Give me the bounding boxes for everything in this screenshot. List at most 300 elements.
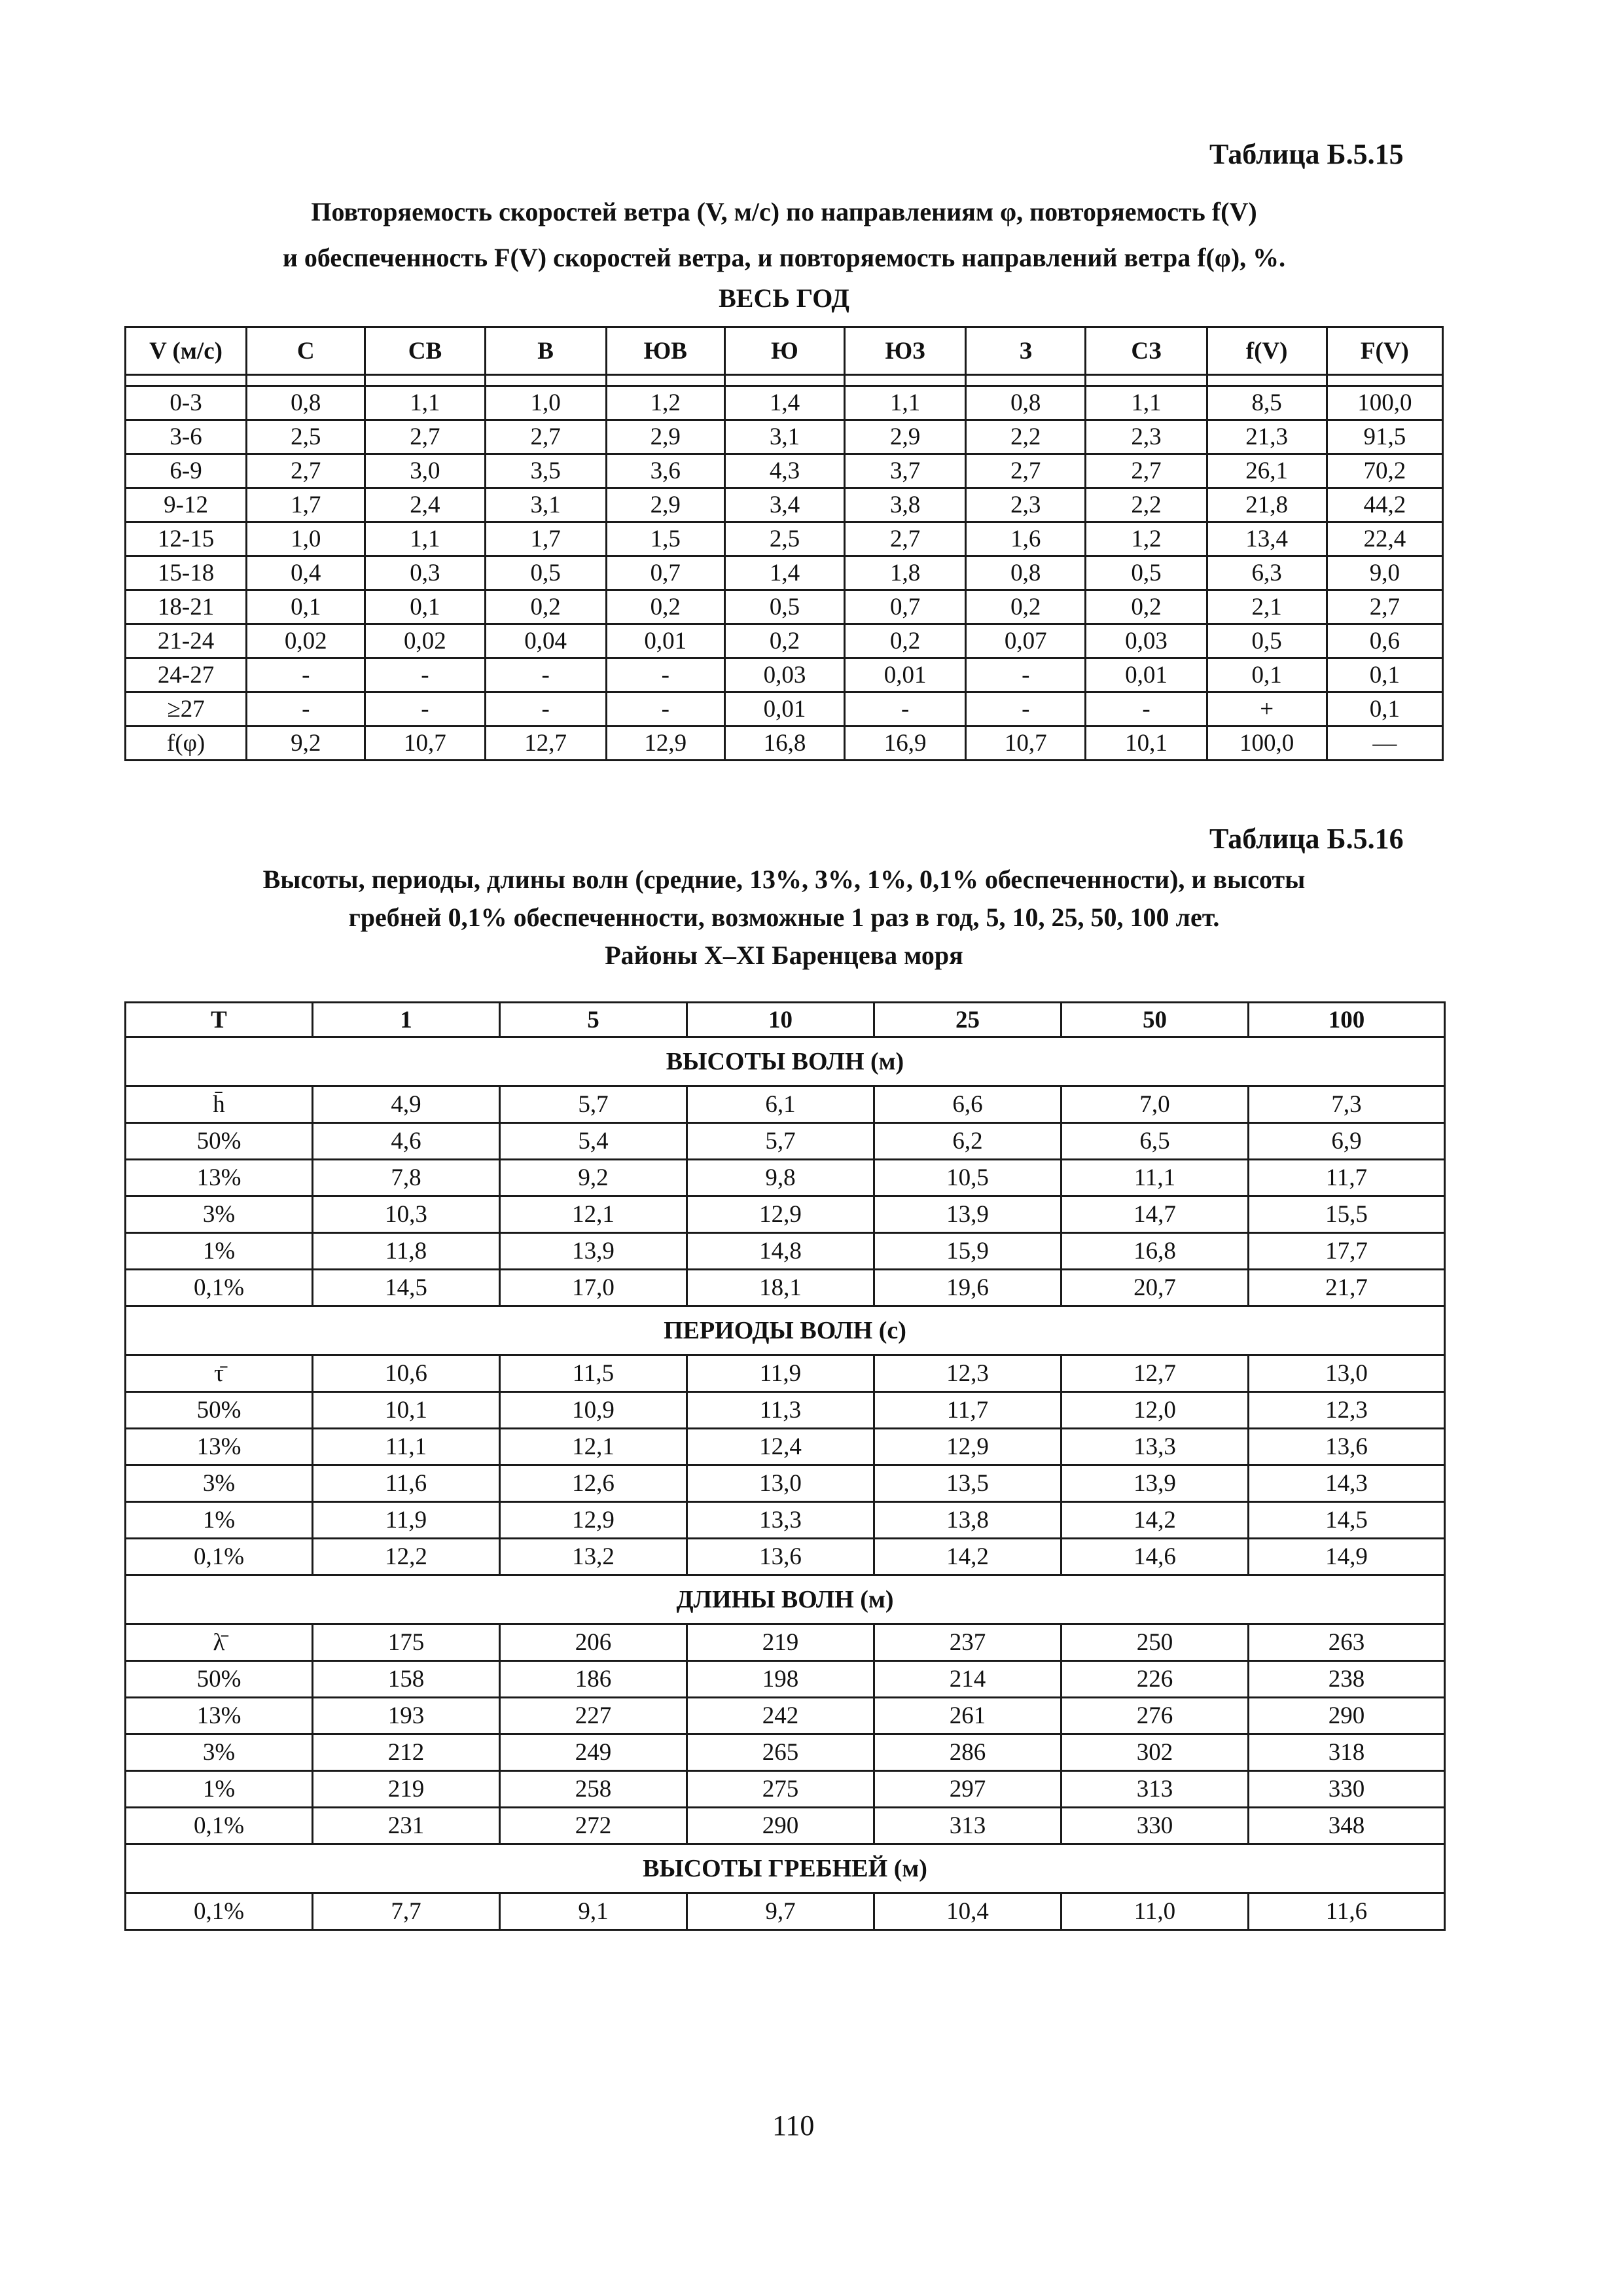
table-cell: 276: [1061, 1698, 1249, 1734]
table-cell: 2,2: [966, 420, 1086, 454]
table-cell: 286: [874, 1734, 1061, 1771]
table-cell: 2,5: [724, 522, 844, 556]
table-cell: 22,4: [1327, 522, 1442, 556]
table-cell: 100,0: [1207, 726, 1327, 761]
table-cell: 9,0: [1327, 556, 1442, 590]
table-row: [126, 1123, 1445, 1160]
table-cell: 5,4: [500, 1123, 687, 1160]
table-cell: 12,7: [485, 726, 606, 761]
row-label-cell: 1%: [126, 1233, 313, 1270]
table-cell: 15,5: [1249, 1196, 1445, 1233]
row-label-cell: f(φ): [126, 726, 247, 761]
table-cell: 1,8: [845, 556, 966, 590]
table-cell: 9,8: [687, 1160, 874, 1196]
table-row: [126, 658, 1443, 692]
table-cell: 8,5: [1207, 386, 1327, 420]
table-cell: 297: [874, 1771, 1061, 1808]
table-cell: -: [606, 692, 724, 726]
section-row: [126, 1575, 1445, 1624]
table-cell: 219: [687, 1624, 874, 1661]
row-label-cell: 24-27: [126, 658, 247, 692]
table-cell: 6,9: [1249, 1123, 1445, 1160]
table1-header-cell: ЮЗ: [845, 327, 966, 375]
table-cell: 313: [1061, 1771, 1249, 1808]
table-cell: 12,0: [1061, 1392, 1249, 1429]
table-cell: 214: [874, 1661, 1061, 1698]
table-cell: 242: [687, 1698, 874, 1734]
table-cell: 193: [313, 1698, 500, 1734]
table-cell: 227: [500, 1698, 687, 1734]
table-cell: 10,1: [1086, 726, 1207, 761]
table-cell: 10,6: [313, 1355, 500, 1392]
section-title: ВЫСОТЫ ГРЕБНЕЙ (м): [126, 1844, 1445, 1893]
table-cell: 0,1: [247, 590, 365, 624]
table-cell: 0,7: [606, 556, 724, 590]
table-row: [126, 1086, 1445, 1123]
table1-gap-cell: [247, 375, 365, 386]
table-cell: 0,6: [1327, 624, 1442, 658]
table-cell: 14,2: [874, 1539, 1061, 1575]
table-cell: 21,3: [1207, 420, 1327, 454]
wind-speed-table: [124, 326, 1444, 761]
table-cell: 11,9: [313, 1502, 500, 1539]
table-cell: 14,6: [1061, 1539, 1249, 1575]
table-cell: 0,1: [365, 590, 485, 624]
table-cell: 13,6: [1249, 1429, 1445, 1465]
table-cell: 9,1: [500, 1893, 687, 1930]
table-cell: 5,7: [687, 1123, 874, 1160]
table-cell: 1,1: [1086, 386, 1207, 420]
table1-gap-cell: [1086, 375, 1207, 386]
table-cell: 10,7: [365, 726, 485, 761]
table2-header-cell: 5: [500, 1003, 687, 1037]
table-cell: 26,1: [1207, 454, 1327, 488]
section-title: ДЛИНЫ ВОЛН (м): [126, 1575, 1445, 1624]
table-cell: 12,9: [606, 726, 724, 761]
table-cell: 1,1: [365, 386, 485, 420]
table-cell: 7,0: [1061, 1086, 1249, 1123]
table-cell: 0,5: [485, 556, 606, 590]
table-row: [126, 1771, 1445, 1808]
section-title: ПЕРИОДЫ ВОЛН (с): [126, 1306, 1445, 1355]
table-cell: 6,2: [874, 1123, 1061, 1160]
table-cell: 2,3: [1086, 420, 1207, 454]
table-cell: 0,1: [1327, 658, 1442, 692]
table-row: [126, 590, 1443, 624]
table-cell: 12,1: [500, 1196, 687, 1233]
table1-header-cell: З: [966, 327, 1086, 375]
table-cell: 0,02: [365, 624, 485, 658]
row-label-cell: 1%: [126, 1502, 313, 1539]
table-cell: 3,4: [724, 488, 844, 522]
section-row: [126, 1306, 1445, 1355]
table-cell: 1,1: [365, 522, 485, 556]
table-cell: 0,03: [1086, 624, 1207, 658]
row-label-cell: 3%: [126, 1465, 313, 1502]
table-row: [126, 624, 1443, 658]
table-cell: 11,6: [313, 1465, 500, 1502]
table1-caption: Таблица Б.5.15: [1209, 138, 1404, 170]
table-row: [126, 1808, 1445, 1844]
table-cell: 226: [1061, 1661, 1249, 1698]
table-cell: 2,7: [1086, 454, 1207, 488]
table-cell: 3,8: [845, 488, 966, 522]
table1-header-cell: СЗ: [1086, 327, 1207, 375]
table-cell: 91,5: [1327, 420, 1442, 454]
row-label-cell: h̄: [126, 1086, 313, 1123]
table-cell: 0,1: [1327, 692, 1442, 726]
table-cell: 12,7: [1061, 1355, 1249, 1392]
table-cell: 14,7: [1061, 1196, 1249, 1233]
row-label-cell: 0-3: [126, 386, 247, 420]
table-cell: 12,1: [500, 1429, 687, 1465]
row-label-cell: 3-6: [126, 420, 247, 454]
table-cell: 158: [313, 1661, 500, 1698]
table-cell: 175: [313, 1624, 500, 1661]
table-cell: 13,4: [1207, 522, 1327, 556]
table-cell: 237: [874, 1624, 1061, 1661]
table1-header-cell: СВ: [365, 327, 485, 375]
table-cell: 3,0: [365, 454, 485, 488]
table-cell: 2,3: [966, 488, 1086, 522]
table-cell: 0,2: [966, 590, 1086, 624]
row-label-cell: 18-21: [126, 590, 247, 624]
table-cell: 302: [1061, 1734, 1249, 1771]
table-cell: 275: [687, 1771, 874, 1808]
table-row: [126, 1734, 1445, 1771]
table-cell: 21,7: [1249, 1270, 1445, 1306]
table-row: [126, 1429, 1445, 1465]
table-cell: 16,8: [724, 726, 844, 761]
row-label-cell: 12-15: [126, 522, 247, 556]
table-cell: 318: [1249, 1734, 1445, 1771]
table2-body: [126, 1037, 1445, 1930]
table-cell: 219: [313, 1771, 500, 1808]
table-cell: 7,3: [1249, 1086, 1445, 1123]
table-cell: 10,1: [313, 1392, 500, 1429]
table-cell: 10,9: [500, 1392, 687, 1429]
table-cell: 0,1: [1207, 658, 1327, 692]
table-cell: 3,7: [845, 454, 966, 488]
table1-header-cell: F(V): [1327, 327, 1442, 375]
table-cell: 1,4: [724, 386, 844, 420]
table1-gap-cell: [1207, 375, 1327, 386]
table-cell: 11,1: [1061, 1160, 1249, 1196]
table-cell: -: [1086, 692, 1207, 726]
table-cell: 12,6: [500, 1465, 687, 1502]
table-cell: -: [365, 692, 485, 726]
table-cell: 11,1: [313, 1429, 500, 1465]
table1-title-line-3: ВЕСЬ ГОД: [719, 283, 849, 313]
table-cell: 12,2: [313, 1539, 500, 1575]
table-row: [126, 1465, 1445, 1502]
table1-header-row: [126, 327, 1443, 375]
table-cell: 12,3: [874, 1355, 1061, 1392]
row-label-cell: 50%: [126, 1123, 313, 1160]
row-label-cell: 0,1%: [126, 1893, 313, 1930]
table-cell: 0,2: [606, 590, 724, 624]
table-cell: 15,9: [874, 1233, 1061, 1270]
table-cell: 0,2: [1086, 590, 1207, 624]
table-cell: —: [1327, 726, 1442, 761]
table1-title-line-2: и обеспеченность F(V) скоростей ветра, и повторяемость направлений ветра f(φ), %.: [282, 243, 1286, 272]
table-cell: 258: [500, 1771, 687, 1808]
table-cell: 2,7: [845, 522, 966, 556]
table-cell: 11,7: [1249, 1160, 1445, 1196]
table-row: [126, 692, 1443, 726]
table-cell: 0,2: [485, 590, 606, 624]
table-cell: 1,2: [606, 386, 724, 420]
table-cell: 17,7: [1249, 1233, 1445, 1270]
table-row: [126, 386, 1443, 420]
row-label-cell: 6-9: [126, 454, 247, 488]
table-cell: 14,5: [1249, 1502, 1445, 1539]
table-cell: 2,9: [845, 420, 966, 454]
table-cell: 4,3: [724, 454, 844, 488]
table-cell: 14,5: [313, 1270, 500, 1306]
table-cell: 0,5: [1207, 624, 1327, 658]
table-cell: 3,1: [724, 420, 844, 454]
table-cell: 0,01: [724, 692, 844, 726]
table-cell: 0,8: [966, 556, 1086, 590]
table-cell: 4,9: [313, 1086, 500, 1123]
table-cell: 11,6: [1249, 1893, 1445, 1930]
table-cell: 290: [1249, 1698, 1445, 1734]
table-cell: 11,9: [687, 1355, 874, 1392]
table-row: [126, 420, 1443, 454]
table-cell: 13,2: [500, 1539, 687, 1575]
row-label-cell: 15-18: [126, 556, 247, 590]
table-cell: 2,9: [606, 420, 724, 454]
table-cell: 2,7: [365, 420, 485, 454]
table2-header-cell: T: [126, 1003, 313, 1037]
table-cell: -: [485, 658, 606, 692]
table-cell: 1,5: [606, 522, 724, 556]
table-cell: 12,9: [687, 1196, 874, 1233]
section-row: [126, 1844, 1445, 1893]
table-row: [126, 1698, 1445, 1734]
table-cell: 263: [1249, 1624, 1445, 1661]
table1-header-cell: f(V): [1207, 327, 1327, 375]
table-cell: 44,2: [1327, 488, 1442, 522]
table-cell: 0,07: [966, 624, 1086, 658]
row-label-cell: 0,1%: [126, 1808, 313, 1844]
table2-header-cell: 1: [313, 1003, 500, 1037]
table-cell: 0,01: [1086, 658, 1207, 692]
table-cell: 0,3: [365, 556, 485, 590]
table-row: [126, 1196, 1445, 1233]
table-cell: 2,4: [365, 488, 485, 522]
table-cell: 330: [1249, 1771, 1445, 1808]
table-cell: 198: [687, 1661, 874, 1698]
table-cell: 0,7: [845, 590, 966, 624]
table-cell: 261: [874, 1698, 1061, 1734]
table1-gap-cell: [485, 375, 606, 386]
table-cell: 6,6: [874, 1086, 1061, 1123]
table-cell: 16,8: [1061, 1233, 1249, 1270]
table-row: [126, 522, 1443, 556]
table-cell: 272: [500, 1808, 687, 1844]
table-cell: 0,4: [247, 556, 365, 590]
table-cell: 100,0: [1327, 386, 1442, 420]
table-cell: 0,8: [966, 386, 1086, 420]
table-cell: 1,7: [485, 522, 606, 556]
table-cell: -: [966, 692, 1086, 726]
table-cell: 3,5: [485, 454, 606, 488]
table2-header-cell: 100: [1249, 1003, 1445, 1037]
table-cell: 14,9: [1249, 1539, 1445, 1575]
row-label-cell: 9-12: [126, 488, 247, 522]
table-cell: 5,7: [500, 1086, 687, 1123]
table-cell: -: [247, 658, 365, 692]
table-cell: +: [1207, 692, 1327, 726]
table-cell: 1,6: [966, 522, 1086, 556]
table1-header-cell: ЮВ: [606, 327, 724, 375]
table-row: [126, 1893, 1445, 1930]
table2-header-cell: 50: [1061, 1003, 1249, 1037]
table-row: [126, 1160, 1445, 1196]
row-label-cell: 0,1%: [126, 1270, 313, 1306]
row-label-cell: 13%: [126, 1429, 313, 1465]
table-cell: 70,2: [1327, 454, 1442, 488]
row-label-cell: 13%: [126, 1160, 313, 1196]
row-label-cell: 50%: [126, 1392, 313, 1429]
row-label-cell: 50%: [126, 1661, 313, 1698]
table-cell: 12,9: [500, 1502, 687, 1539]
table-cell: 1,0: [247, 522, 365, 556]
table-row: [126, 1539, 1445, 1575]
table-cell: 231: [313, 1808, 500, 1844]
table1-gap-cell: [966, 375, 1086, 386]
table-cell: 13,0: [1249, 1355, 1445, 1392]
table-cell: 4,6: [313, 1123, 500, 1160]
table-cell: 18,1: [687, 1270, 874, 1306]
table-cell: 290: [687, 1808, 874, 1844]
row-label-cell: λ̄: [126, 1624, 313, 1661]
table-cell: 3,1: [485, 488, 606, 522]
row-label-cell: 0,1%: [126, 1539, 313, 1575]
table-cell: 2,9: [606, 488, 724, 522]
table-cell: 9,2: [247, 726, 365, 761]
table-row: [126, 1355, 1445, 1392]
table-cell: -: [606, 658, 724, 692]
table-cell: 13,5: [874, 1465, 1061, 1502]
row-label-cell: ≥27: [126, 692, 247, 726]
table-cell: 0,5: [724, 590, 844, 624]
table-cell: 12,4: [687, 1429, 874, 1465]
table-cell: 14,8: [687, 1233, 874, 1270]
table-row: [126, 1392, 1445, 1429]
wave-parameters-table: [124, 1001, 1446, 1931]
table2-header-cell: 10: [687, 1003, 874, 1037]
table-row: [126, 488, 1443, 522]
table-cell: 13,3: [687, 1502, 874, 1539]
row-label-cell: 13%: [126, 1698, 313, 1734]
table1-gap-cell: [126, 375, 247, 386]
table-cell: 11,8: [313, 1233, 500, 1270]
table-cell: 313: [874, 1808, 1061, 1844]
table-cell: -: [966, 658, 1086, 692]
row-label-cell: 1%: [126, 1771, 313, 1808]
table-row: [126, 454, 1443, 488]
table-cell: 250: [1061, 1624, 1249, 1661]
row-label-cell: τ̄: [126, 1355, 313, 1392]
table-cell: 9,2: [500, 1160, 687, 1196]
table-cell: 19,6: [874, 1270, 1061, 1306]
table-cell: 2,7: [966, 454, 1086, 488]
table-cell: 1,1: [845, 386, 966, 420]
table-cell: 1,0: [485, 386, 606, 420]
table-cell: 12,9: [874, 1429, 1061, 1465]
row-label-cell: 3%: [126, 1734, 313, 1771]
table1-header-cell: Ю: [724, 327, 844, 375]
table-cell: 0,03: [724, 658, 844, 692]
table-cell: 1,4: [724, 556, 844, 590]
section-title: ВЫСОТЫ ВОЛН (м): [126, 1037, 1445, 1086]
table-cell: 7,8: [313, 1160, 500, 1196]
table-cell: 0,04: [485, 624, 606, 658]
table-cell: 7,7: [313, 1893, 500, 1930]
table-cell: 2,2: [1086, 488, 1207, 522]
table-cell: 13,3: [1061, 1429, 1249, 1465]
table-cell: 186: [500, 1661, 687, 1698]
table-cell: 6,1: [687, 1086, 874, 1123]
table-cell: 9,7: [687, 1893, 874, 1930]
table1-gap-cell: [365, 375, 485, 386]
table-cell: 249: [500, 1734, 687, 1771]
table-cell: 20,7: [1061, 1270, 1249, 1306]
table-cell: 0,8: [247, 386, 365, 420]
table-cell: 2,7: [485, 420, 606, 454]
table1-gap-cell: [845, 375, 966, 386]
table-cell: 11,0: [1061, 1893, 1249, 1930]
table-cell: 206: [500, 1624, 687, 1661]
table-cell: 0,01: [845, 658, 966, 692]
table-cell: 265: [687, 1734, 874, 1771]
table-cell: 13,9: [500, 1233, 687, 1270]
table-cell: 6,5: [1061, 1123, 1249, 1160]
table-cell: 6,3: [1207, 556, 1327, 590]
table1-body: [126, 375, 1443, 761]
table-cell: 17,0: [500, 1270, 687, 1306]
table1-gap-row: [126, 375, 1443, 386]
table1-gap-cell: [606, 375, 724, 386]
table-cell: 0,02: [247, 624, 365, 658]
table-cell: 11,3: [687, 1392, 874, 1429]
section-row: [126, 1037, 1445, 1086]
table-cell: 13,6: [687, 1539, 874, 1575]
table-cell: 14,3: [1249, 1465, 1445, 1502]
table-cell: 21,8: [1207, 488, 1327, 522]
table1-header-cell: С: [247, 327, 365, 375]
table-cell: 13,0: [687, 1465, 874, 1502]
table-cell: -: [485, 692, 606, 726]
table-cell: 330: [1061, 1808, 1249, 1844]
table2-title-line-2: гребней 0,1% обеспеченности, возможные 1 раз в год, 5, 10, 25, 50, 100 лет.: [348, 903, 1220, 932]
table-cell: 1,2: [1086, 522, 1207, 556]
table-cell: 212: [313, 1734, 500, 1771]
table-cell: 238: [1249, 1661, 1445, 1698]
table2-caption: Таблица Б.5.16: [1209, 823, 1404, 855]
table1-title-line-1: Повторяемость скоростей ветра (V, м/с) по направлениям φ, повторяемость f(V): [311, 197, 1257, 226]
page-number: 110: [772, 2109, 815, 2142]
table-row: [126, 1502, 1445, 1539]
table-cell: 10,5: [874, 1160, 1061, 1196]
table-cell: 0,01: [606, 624, 724, 658]
row-label-cell: 3%: [126, 1196, 313, 1233]
table2-title-line-1: Высоты, периоды, длины волн (средние, 13%, 3%, 1%, 0,1% обеспеченности), и высоты: [262, 865, 1306, 894]
table-cell: 11,5: [500, 1355, 687, 1392]
